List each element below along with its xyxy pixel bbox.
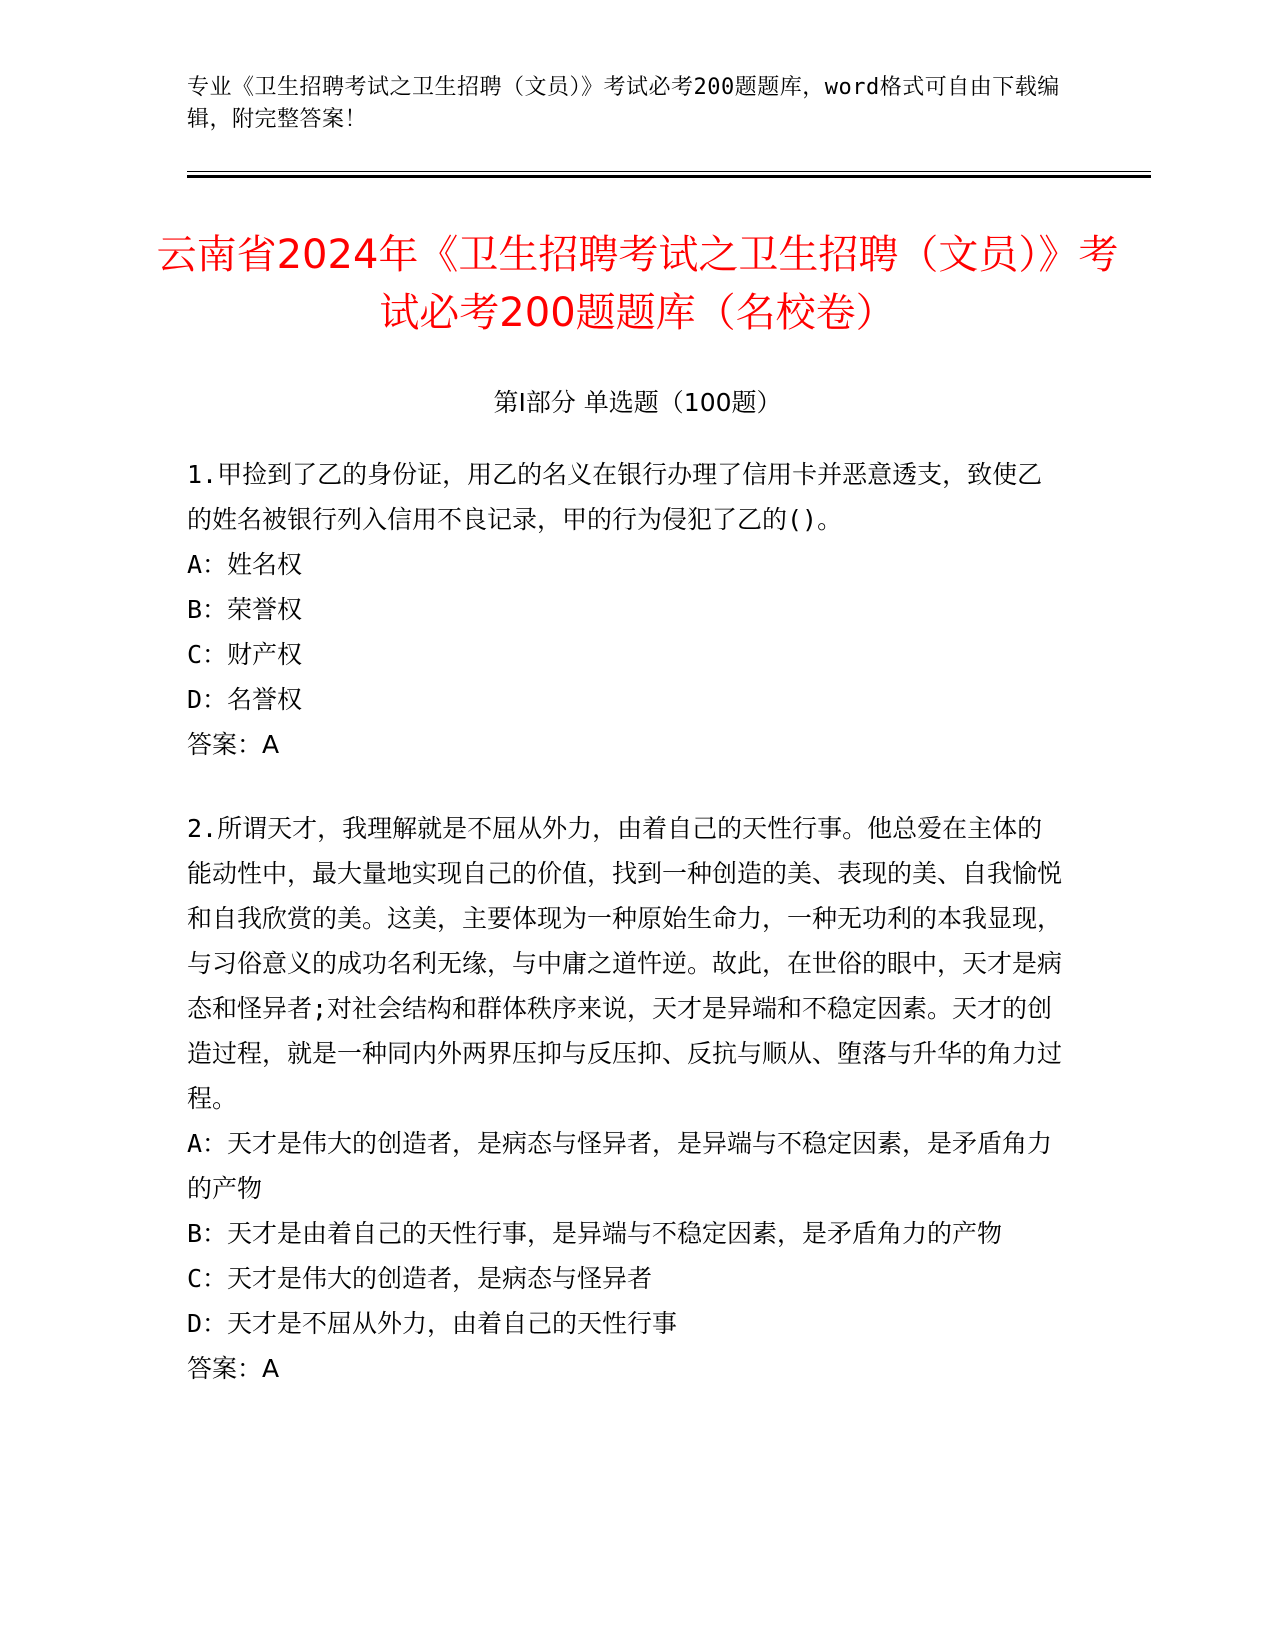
document-title: 云南省2024年《卫生招聘考试之卫生招聘（文员）》考试必考200题题库（名校卷）	[156, 232, 1119, 336]
question-1	[187, 452, 1067, 767]
option-c: C：天才是伟大的创造者，是病态与怪异者	[187, 1264, 653, 1293]
option-c: C：财产权	[187, 640, 303, 669]
option-d: D：名誉权	[187, 685, 303, 714]
section-heading: 第Ⅰ部分 单选题（100题）	[493, 388, 782, 417]
question-stem: 1.甲捡到了乙的身份证，用乙的名义在银行办理了信用卡并恶意透支，致使乙的姓名被银行列入信用不良记录，甲的行为侵犯了乙的()。	[187, 460, 1043, 534]
option-b: B：荣誉权	[187, 595, 303, 624]
option-b: B：天才是由着自己的天性行事，是异端与不稳定因素，是矛盾角力的产物	[187, 1219, 1003, 1248]
header-divider-thin	[187, 171, 1151, 172]
header-divider-thick	[187, 175, 1151, 178]
question-2	[187, 806, 1067, 1391]
option-a: A：姓名权	[187, 550, 303, 579]
header-note: 专业《卫生招聘考试之卫生招聘（文员）》考试必考200题题库，word格式可自由下载编辑，附完整答案！	[187, 75, 1060, 132]
answer: 答案：A	[187, 1354, 280, 1383]
option-a: A：天才是伟大的创造者，是病态与怪异者，是异端与不稳定因素，是矛盾角力的产物	[187, 1129, 1053, 1203]
answer: 答案：A	[187, 730, 280, 759]
question-stem: 2.所谓天才，我理解就是不屈从外力，由着自己的天性行事。他总爱在主体的能动性中，最大量地实现自己的价值，找到一种创造的美、表现的美、自我愉悦和自我欣赏的美。这美，主要体现为一种原始生命力，一种无功利的本我显现，与习俗意义的成功名利无缘，与中庸之道忤逆。故此，在世俗的眼中，天才是病态和怪异者;对社会结构和群体秩序来说，天才是异端和不稳定因素。天才的创造过程，就是一种同内外两界压抑与反压抑、反抗与顺从、堕落与升华的角力过程。	[187, 814, 1063, 1113]
option-d: D：天才是不屈从外力，由着自己的天性行事	[187, 1309, 678, 1338]
